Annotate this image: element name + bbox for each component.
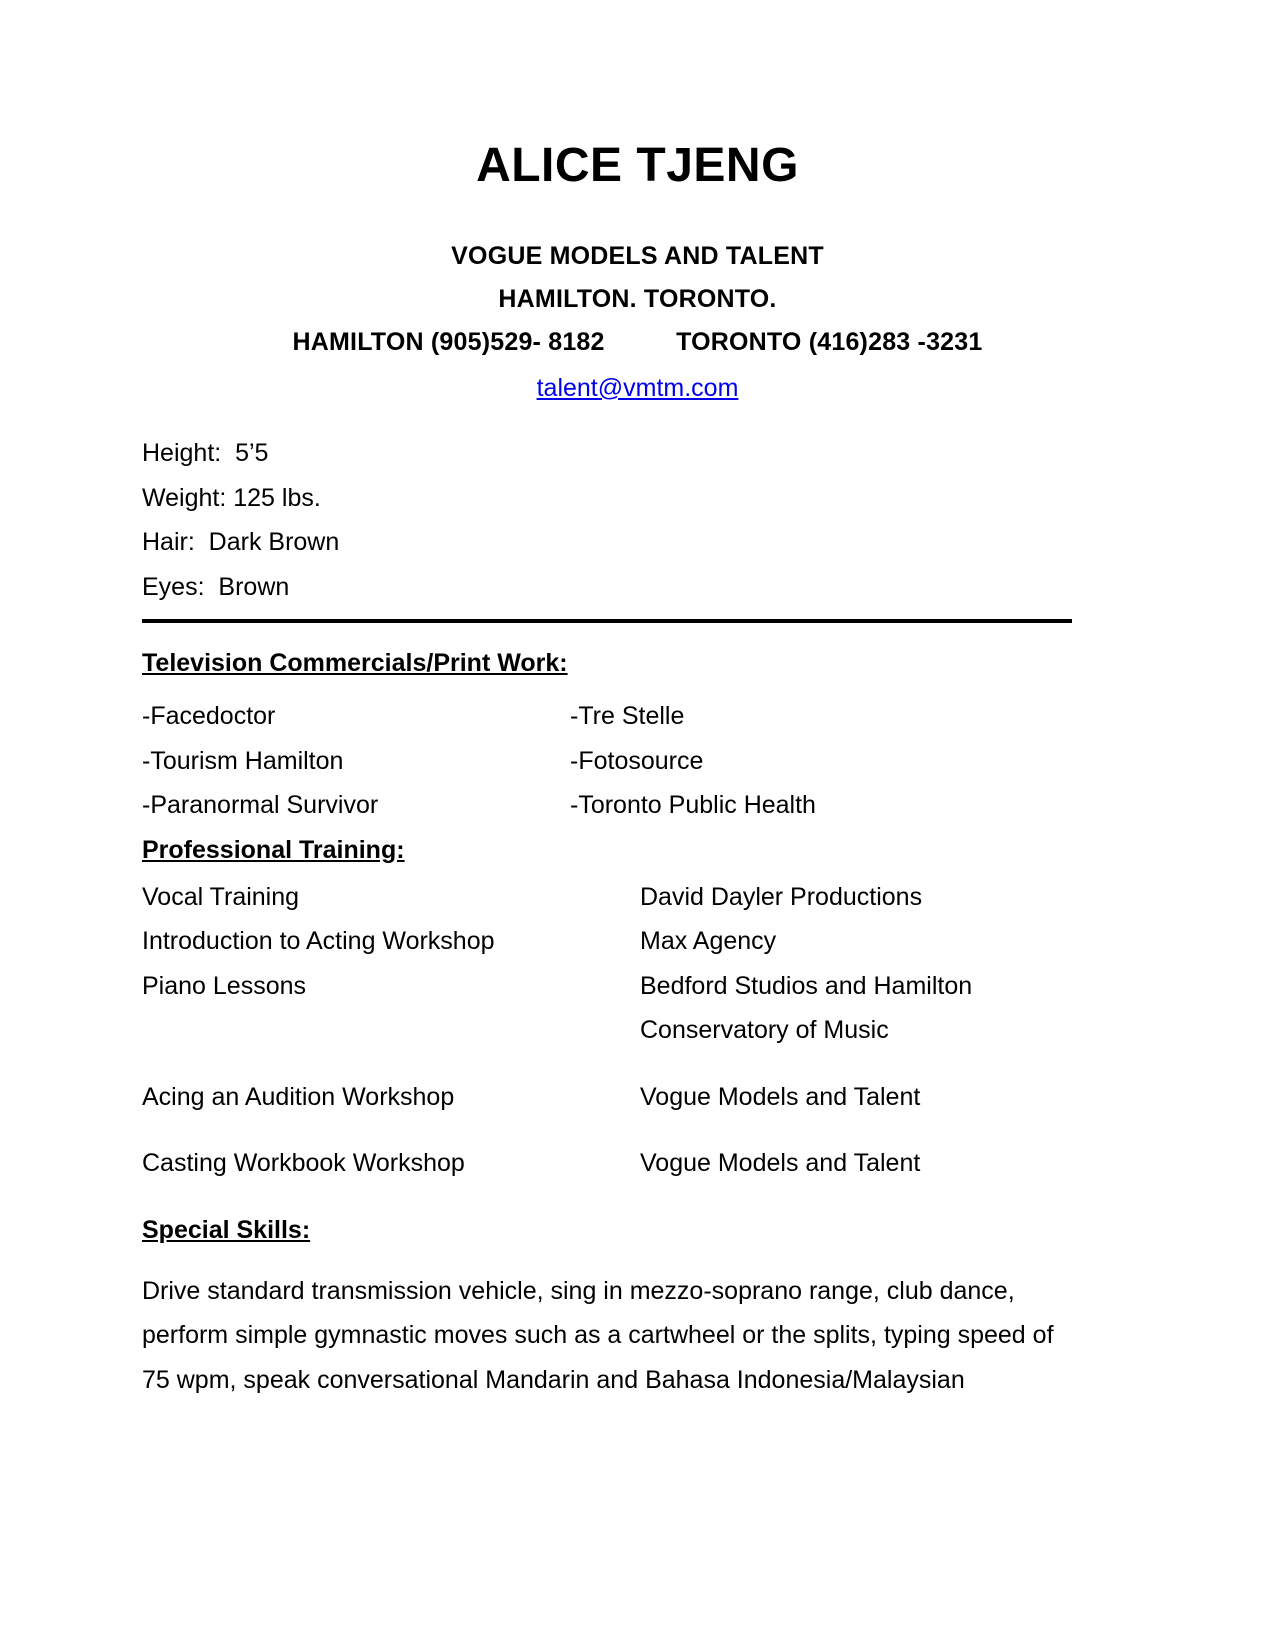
credit-left: -Paranormal Survivor (142, 791, 379, 820)
television-credits-table (142, 694, 1275, 828)
table-row (142, 1075, 1275, 1120)
credit-left: -Facedoctor (142, 702, 276, 731)
section-heading-training: Professional Training: (142, 835, 405, 864)
page-title: ALICE TJENG (476, 139, 799, 192)
table-row (142, 694, 1275, 739)
training-course: Piano Lessons (142, 971, 307, 1000)
stat-hair: Hair: Dark Brown (142, 528, 340, 557)
training-course: Acing an Audition Workshop (142, 1082, 455, 1111)
document-header (0, 0, 1275, 407)
training-course: Introduction to Acting Workshop (142, 927, 495, 956)
credit-left: -Tourism Hamilton (142, 746, 344, 775)
training-course: Vocal Training (142, 882, 300, 911)
stat-weight: Weight: 125 lbs. (142, 483, 321, 512)
table-row (142, 875, 1275, 920)
training-provider-continuation: Conservatory of Music (640, 1016, 889, 1045)
stat-height: Height: 5’5 (142, 439, 269, 468)
agency-name: VOGUE MODELS AND TALENT (451, 241, 824, 270)
table-row (142, 964, 1275, 1009)
agency-contact-block (0, 235, 1275, 408)
training-provider: Max Agency (640, 927, 777, 956)
training-table (142, 875, 1275, 1186)
credit-right: -Toronto Public Health (570, 791, 816, 820)
table-row (142, 739, 1275, 784)
training-provider: Vogue Models and Talent (640, 1149, 921, 1178)
training-course: Casting Workbook Workshop (142, 1149, 465, 1178)
section-heading-television: Television Commercials/Print Work: (142, 649, 568, 678)
agency-phone-numbers: HAMILTON (905)529- 8182 TORONTO (416)283 -3231 (292, 327, 983, 356)
table-row (142, 783, 1275, 828)
header-divider (142, 619, 1072, 623)
physical-stats-list (142, 431, 1275, 609)
agency-email-line (0, 370, 1275, 408)
table-row (142, 919, 1275, 964)
special-skills-text: Drive standard transmission vehicle, sing in mezzo-soprano range, club dance, perform simple gymnastic moves such as a cartwheel or the splits, typing speed of 75 wpm, speak conversational Mandarin and Bahasa Indonesia/Malaysian (142, 1276, 1054, 1394)
section-heading-skills: Special Skills: (142, 1215, 311, 1244)
agency-cities: HAMILTON. TORONTO. (498, 284, 777, 313)
training-provider: David Dayler Productions (640, 882, 923, 911)
training-provider: Bedford Studios and Hamilton (640, 971, 973, 1000)
credit-right: -Fotosource (570, 746, 704, 775)
email-link[interactable]: talent@vmtm.com (536, 373, 739, 402)
stat-eyes: Eyes: Brown (142, 572, 290, 601)
document-body (0, 431, 1275, 1402)
credit-right: -Tre Stelle (570, 702, 685, 731)
table-row (142, 1141, 1275, 1186)
training-provider: Vogue Models and Talent (640, 1082, 921, 1111)
